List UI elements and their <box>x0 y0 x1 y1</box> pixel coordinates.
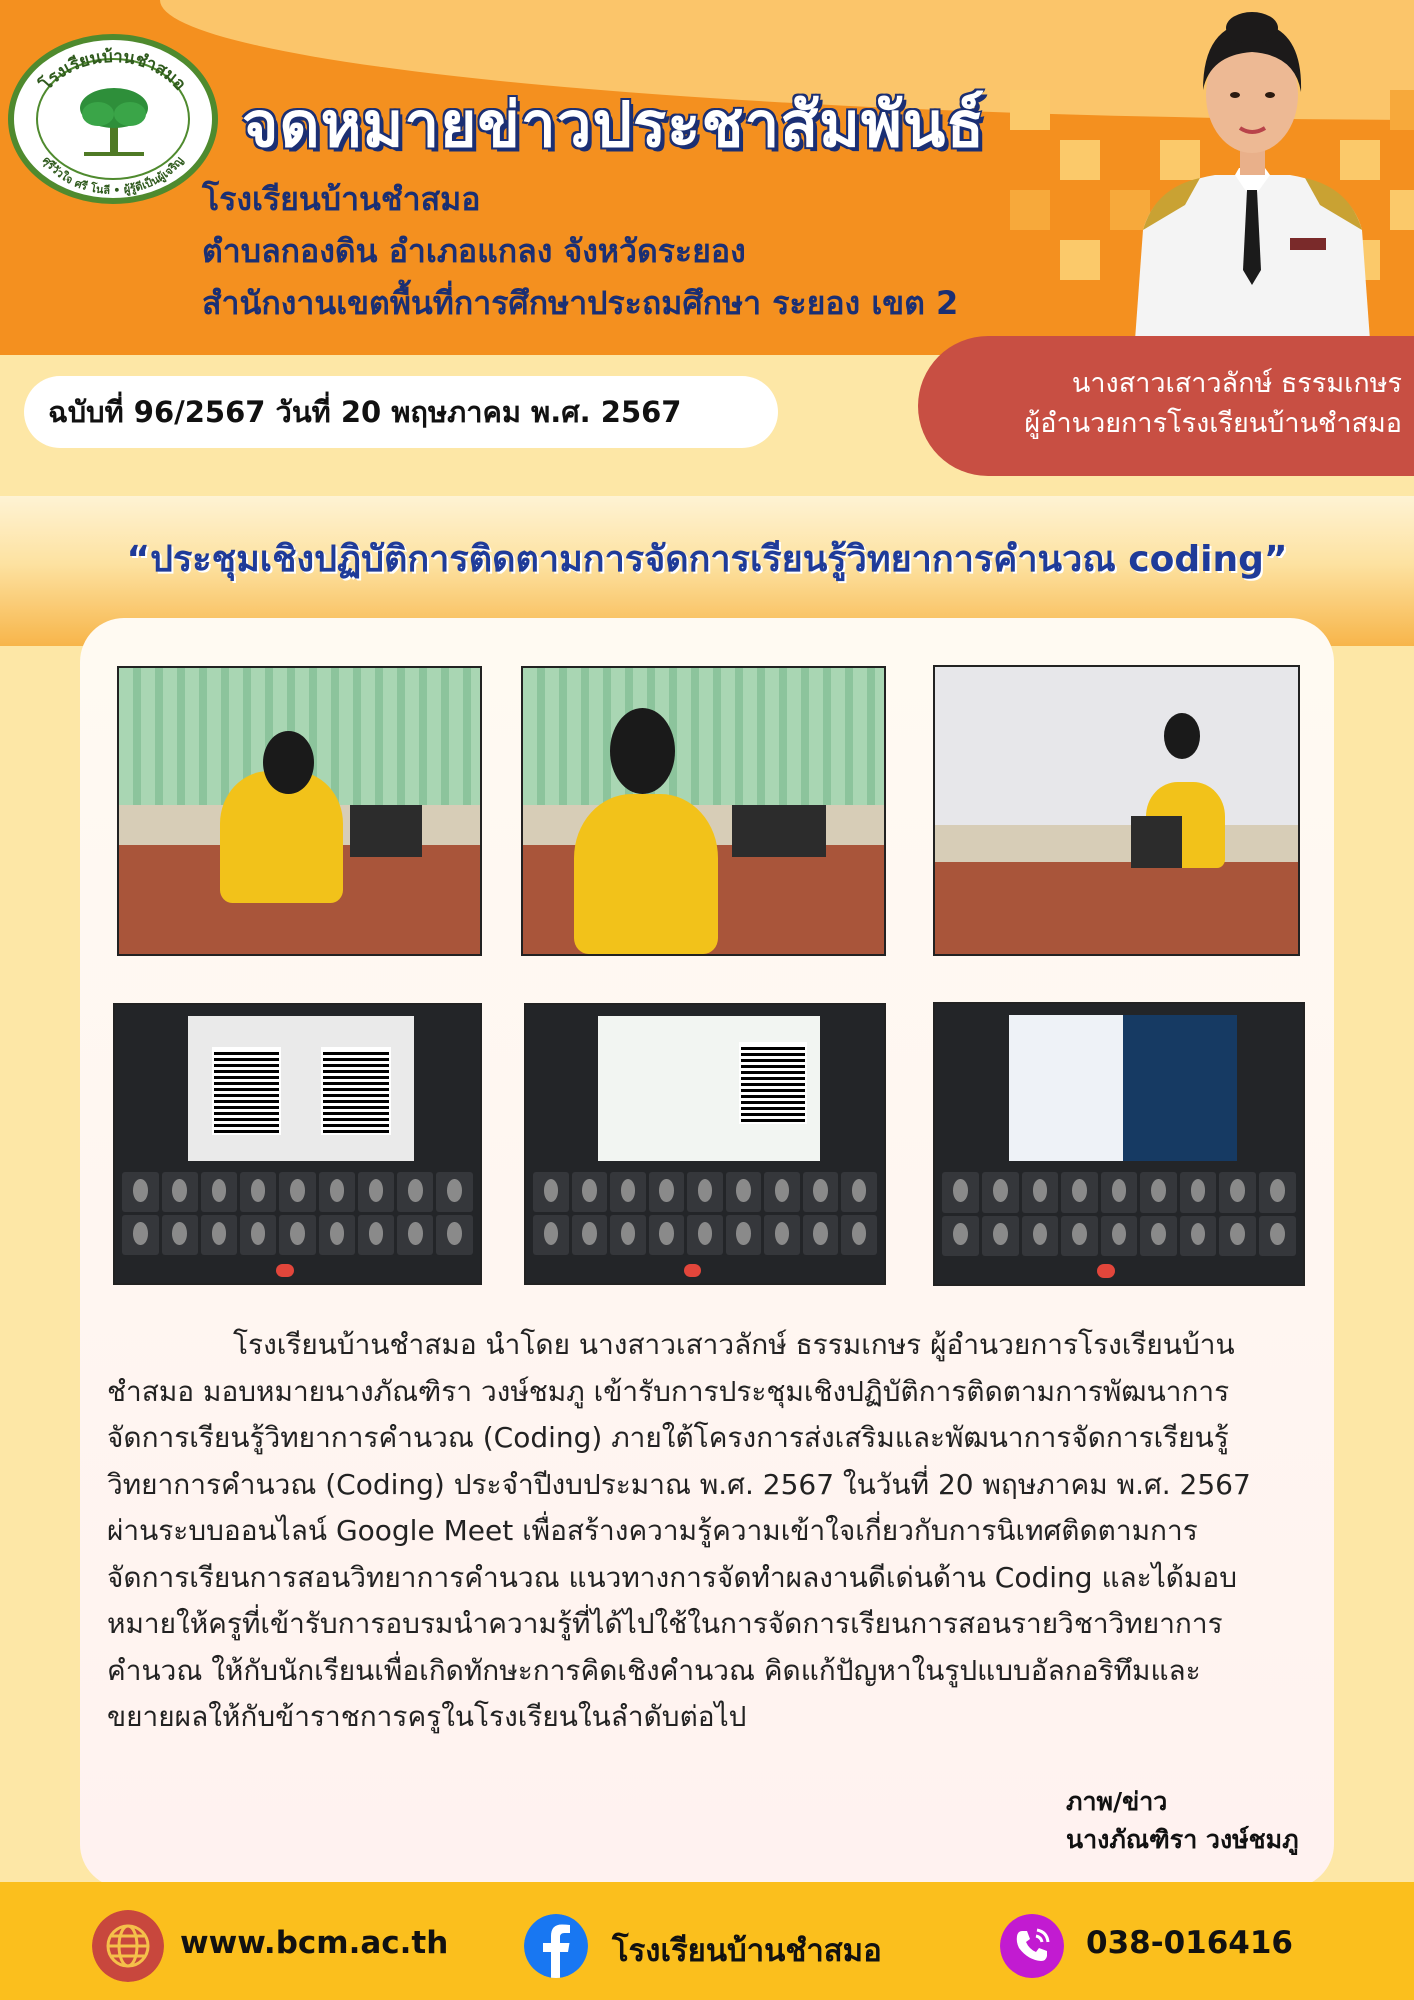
director-portrait <box>1125 0 1380 340</box>
photo-teacher-1 <box>117 666 482 956</box>
website-link[interactable]: www.bcm.ac.th <box>180 1925 449 1961</box>
body-line: หมายให้ครูที่เข้ารับการอบรมนำความรู้ที่ได้ไปใช้ในการจัดการเรียนการสอนรายวิชาวิทยาการ <box>107 1607 1223 1640</box>
svg-text:โรงเรียนบ้านชำสมอ <box>35 47 190 95</box>
globe-icon <box>92 1910 164 1982</box>
logo-text: โรงเรียนบ้านชำสมอ <box>36 46 190 95</box>
body-line: จัดการเรียนรู้วิทยาการคำนวณ (Coding) ภายใต้โครงการส่งเสริมและพัฒนาการจัดการเรียนรู้ <box>107 1421 1229 1454</box>
body-line: ขยายผลให้กับข้าราชการครูในโรงเรียนในลำดับต่อไป <box>107 1700 747 1733</box>
body-line: จัดการเรียนการสอนวิทยาการคำนวณ แนวทางการจัดทำผลงานดีเด่นด้าน Coding และได้มอบ <box>107 1560 1238 1594</box>
newsletter-title: จดหมายข่าวประชาสัมพันธ์ <box>242 88 986 161</box>
issue-number-date: ฉบับที่ 96/2567 วันที่ 20 พฤษภาคม พ.ศ. 2567 <box>24 376 778 448</box>
facebook-icon <box>524 1914 588 1978</box>
body-line: ผ่านระบบออนไลน์ Google Meet เพื่อสร้างความรู้ความเข้าใจเกี่ยวกับการนิเทศติดตามการ <box>107 1514 1198 1547</box>
credit-label: ภาพ/ข่าว <box>1066 1787 1168 1816</box>
article-body <box>107 1322 1307 1741</box>
director-name-tab <box>918 336 1414 476</box>
phone-icon <box>1000 1914 1064 1978</box>
photo-teacher-3 <box>933 665 1300 956</box>
body-line: โรงเรียนบ้านชำสมอ นำโดย นางสาวเสาวลักษ์ ธรรมเกษร ผู้อำนวยการโรงเรียนบ้าน <box>233 1328 1235 1361</box>
credit-name: นางภัณฑิรา วงษ์ชมภู <box>1066 1825 1299 1854</box>
article-headline: “ประชุมเชิงปฏิบัติการติดตามการจัดการเรียนรู้วิทยาการคำนวณ coding” <box>126 539 1288 580</box>
school-name: โรงเรียนบ้านชำสมอ <box>202 180 481 218</box>
school-logo <box>8 34 218 204</box>
body-line: วิทยาการคำนวณ (Coding) ประจำปีงบประมาณ พ.ศ. 2567 ในวันที่ 20 พฤษภาคม พ.ศ. 2567 <box>107 1467 1251 1501</box>
body-line: ชำสมอ มอบหมายนางภัณฑิรา วงษ์ชมภู เข้ารับการประชุมเชิงปฏิบัติการติดตามการพัฒนาการ <box>107 1374 1230 1408</box>
director-name: นางสาวเสาวลักษ์ ธรรมเกษร <box>1071 368 1402 399</box>
photo-teacher-2 <box>521 666 886 956</box>
svg-text:ศุรีวัวใจ ศรี โนลี • ผู้รู้ดีเ <box>39 154 186 197</box>
director-position: ผู้อำนวยการโรงเรียนบ้านชำสมอ <box>1024 408 1402 439</box>
logo-motto: ศุรีวัวใจ ศรี โนลี • ผู้รู้ดีเป็นผู้เจริญ <box>39 154 187 198</box>
screenshot-google-meet-3 <box>933 1002 1305 1286</box>
phone-number[interactable]: 038-016416 <box>1086 1925 1293 1961</box>
facebook-page-link[interactable]: โรงเรียนบ้านชำสมอ <box>612 1933 882 1969</box>
screenshot-google-meet-1 <box>113 1003 482 1285</box>
school-address: ตำบลกองดิน อำเภอแกลง จังหวัดระยอง <box>202 232 746 270</box>
district-office: สำนักงานเขตพื้นที่การศึกษาประถมศึกษา ระยอง เขต 2 <box>202 284 959 322</box>
screenshot-google-meet-2 <box>524 1003 886 1285</box>
body-line: คำนวณ ให้กับนักเรียนเพื่อเกิดทักษะการคิดเชิงคำนวณ คิดแก้ปัญหาในรูปแบบอัลกอริทึมและ <box>107 1653 1201 1687</box>
photo-news-credit <box>1066 1783 1299 1859</box>
